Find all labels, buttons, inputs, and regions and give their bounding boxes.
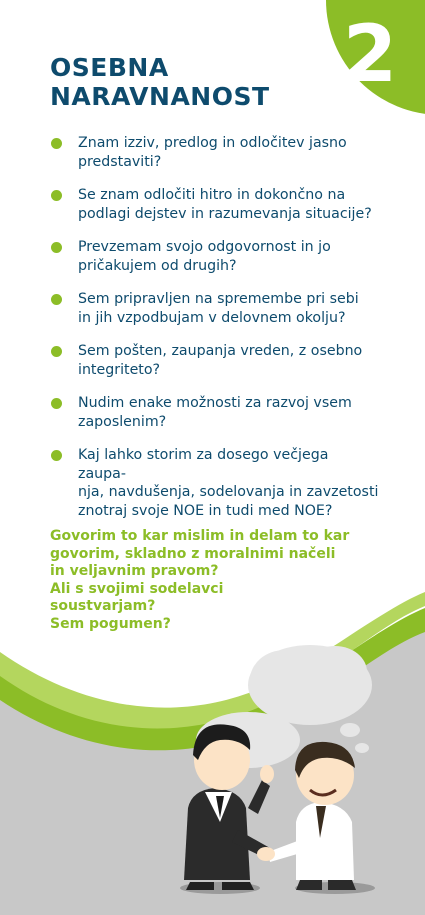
handshake-illustration (0, 590, 425, 915)
question-line: Se znam odločiti hitro in dokončno na (78, 187, 346, 203)
question-item (50, 290, 380, 327)
title-line-1: OSEBNA (50, 53, 169, 82)
question-line: in jih vzpodbujam v delovnem okolju? (78, 309, 346, 326)
closing-line: Sem pogumen? (50, 615, 171, 632)
question-line: podlagi dejstev in razumevanja situacije? (78, 205, 372, 222)
bullet-icon (51, 190, 62, 201)
question-item (50, 342, 380, 379)
section-number: 2 (342, 10, 398, 100)
bullet-icon (51, 138, 62, 149)
bullet-icon (51, 346, 62, 357)
question-list (50, 134, 380, 535)
bullet-icon (51, 242, 62, 253)
closing-line: Govorim to kar mislim in delam to kar (50, 528, 350, 544)
question-line: integriteto? (78, 361, 161, 378)
question-item (50, 446, 380, 520)
closing-line: in veljavnim pravom? (50, 563, 219, 579)
title-line-2: NARAVNANOST (50, 82, 270, 111)
bullet-icon (51, 294, 62, 305)
closing-line: govorim, skladno z moralnimi načeli (50, 545, 336, 562)
question-line: pričakujem od drugih? (78, 257, 237, 274)
question-item (50, 394, 380, 431)
question-line: Znam izziv, predlog in odločitev jasno (78, 135, 347, 151)
page-title (50, 53, 270, 111)
question-item (50, 186, 380, 223)
question-line: znotraj svoje NOE in tudi med NOE? (78, 502, 333, 519)
question-line: Sem pošten, zaupanja vreden, z osebno (78, 343, 363, 359)
question-line: nja, navdušenja, sodelovanja in zavzetosti (78, 484, 379, 500)
question-line: Nudim enake možnosti za razvoj vsem (78, 395, 352, 411)
question-line: Sem pripravljen na spremembe pri sebi (78, 291, 359, 307)
question-line: zaposlenim? (78, 413, 167, 430)
closing-line: soustvarjam? (50, 598, 156, 614)
bullet-icon (51, 398, 62, 409)
question-line: predstaviti? (78, 153, 162, 170)
bullet-icon (51, 450, 62, 461)
question-item (50, 134, 380, 171)
question-line: Kaj lahko storim za dosego večjega zaupa- (78, 447, 329, 482)
question-item (50, 238, 380, 275)
question-line: Prevzemam svojo odgovornost in jo (78, 239, 331, 255)
closing-line: Ali s svojimi sodelavci (50, 580, 224, 597)
